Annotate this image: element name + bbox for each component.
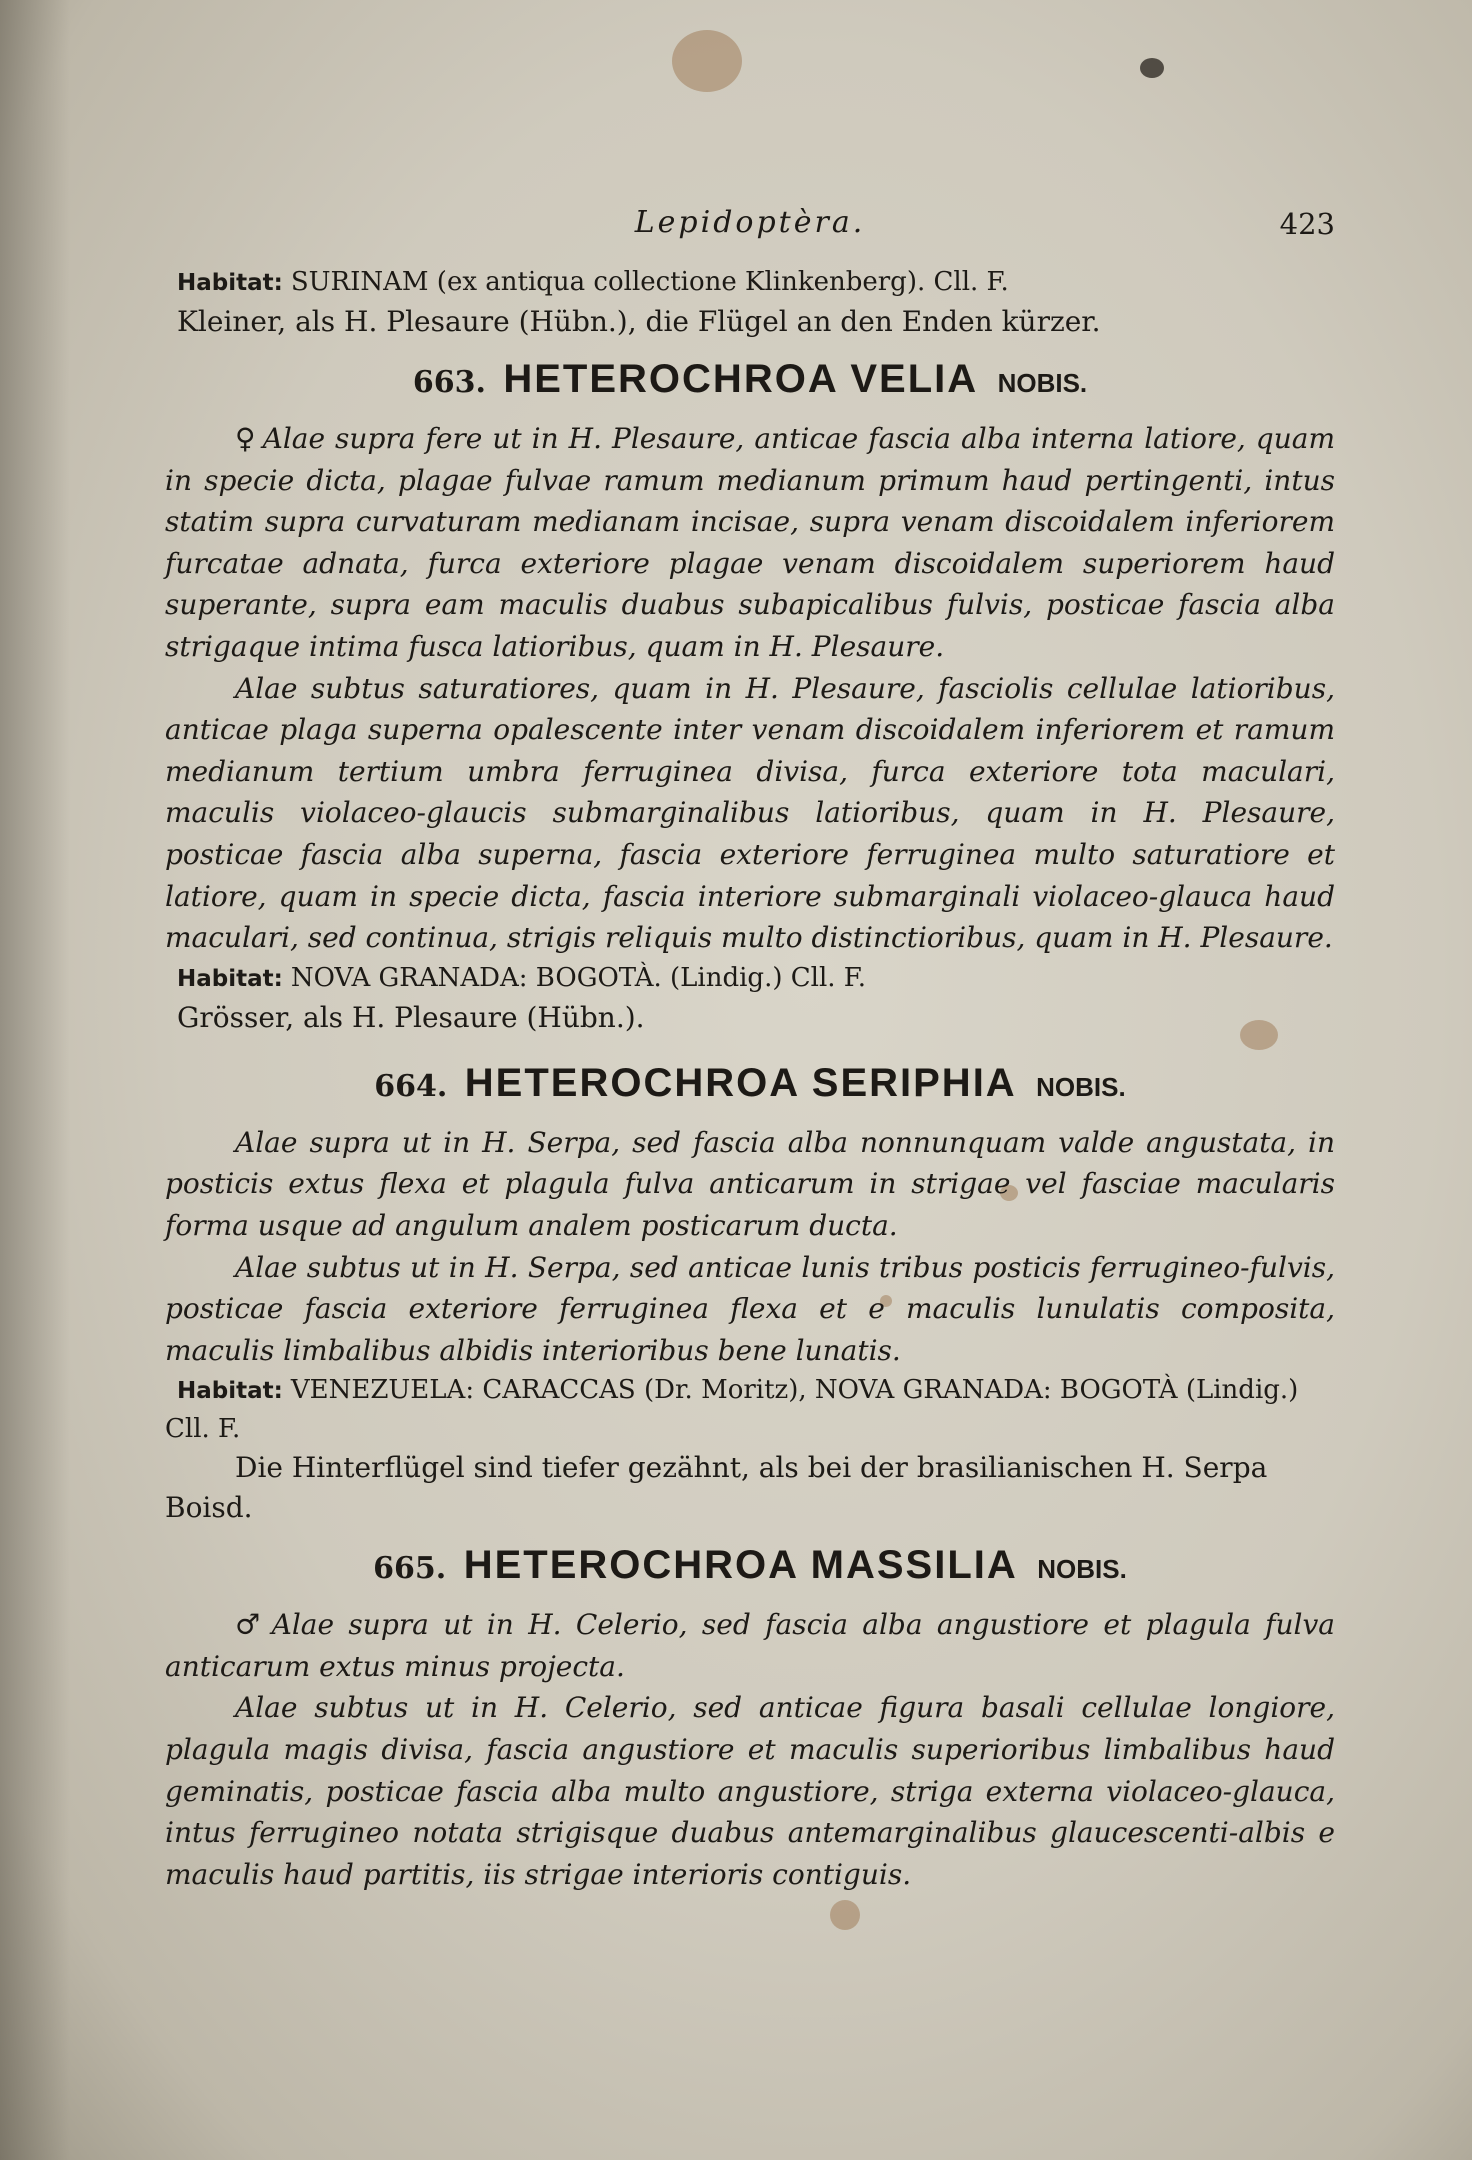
female-symbol-icon: ♀ [235, 422, 257, 455]
species-number: 664. [374, 1068, 448, 1104]
species-author: NOBIS. [1037, 1554, 1127, 1585]
male-symbol-icon: ♂ [235, 1608, 266, 1642]
ink-spot [1140, 58, 1164, 78]
species-name: HETEROCHROA SERIPHIA [464, 1060, 1017, 1105]
habitat-text: NOVA GRANADA: BOGOTÀ. (Lindig.) Cll. F. [290, 962, 867, 993]
description-upper [165, 1604, 1335, 1687]
page-edge-shadow [0, 0, 70, 2160]
species-author: NOBIS. [997, 368, 1088, 398]
habitat-line [165, 1371, 1335, 1448]
habitat-line [165, 263, 1335, 302]
foxing-spot [830, 1900, 860, 1930]
species-name: HETEROCHROA VELIA [503, 357, 979, 401]
habitat-label: Habitat: [177, 965, 283, 992]
species-name: HETEROCHROA MASSILIA [463, 1543, 1018, 1588]
species-author: NOBIS. [1036, 1071, 1126, 1102]
description-upper-text: Alae supra fere ut in H. Plesaure, anticae fascia alba interna latiore, quam in specie dicta, plagae fulvae ramum medianum primum haud pertingenti, intus statim supra curvaturam medianam incisae, supra venam discoidalem inferiorem furcatae adnata, furca exteriore plagae venam discoidalem superiorem haud superante, supra eam maculis duabus subapicalibus fulvis, posticae fascia alba strigaque intima fusca latioribus, quam in H. Plesaure. [165, 422, 1336, 663]
description-upper [165, 418, 1335, 668]
description-under: Alae subtus ut in H. Celerio, sed anticae figura basali cellulae longiore, plagula magis divisa, fascia angustiore et maculis superioribus limbalibus haud geminatis, posticae fascia alba multo angustiore, striga externa violaceo-glauca, intus ferrugineo notata strigisque duabus antemarginalibus glaucescenti-albis e maculis haud partitis, iis strigae interioris contiguis. [165, 1691, 1335, 1891]
habitat-label: Habitat: [177, 1378, 283, 1405]
species-number: 663. [412, 365, 486, 400]
page-content [165, 205, 1335, 1895]
species-number: 665. [373, 1551, 447, 1587]
running-title: Lepidoptèra. [634, 205, 866, 240]
habitat-label: Habitat: [177, 270, 283, 296]
note-paragraph: Die Hinterflügel sind tiefer gezähnt, als bei der brasilianischen H. Serpa Boisd. [165, 1451, 1268, 1525]
foxing-spot [672, 30, 742, 92]
note-paragraph: Kleiner, als H. Plesaure (Hübn.), die Flügel an den Enden kürzer. [177, 305, 1101, 338]
habitat-text: VENEZUELA: CARACCAS (Dr. Moritz), NOVA GRANADA: BOGOTÀ (Lindig.) Cll. F. [165, 1375, 1299, 1445]
description-under: Alae subtus ut in H. Serpa, sed anticae lunis tribus posticis ferrugineo-fulvis, posticae fascia exteriore ferruginea flexa et e maculis lunulatis composita, maculis limbalibus albidis interioribus bene lunatis. [165, 1250, 1335, 1367]
page-number: 423 [1279, 207, 1335, 241]
species-heading [165, 1060, 1335, 1110]
habitat-text: SURINAM (ex antiqua collectione Klinkenberg). Cll. F. [290, 267, 1009, 297]
species-heading [165, 356, 1335, 406]
habitat-line [165, 959, 1335, 998]
running-head [165, 205, 1335, 263]
species-heading [165, 1542, 1335, 1592]
note-paragraph: Grösser, als H. Plesaure (Hübn.). [177, 1000, 645, 1034]
description-under: Alae subtus saturatiores, quam in H. Plesaure, fasciolis cellulae latioribus, anticae plaga superna opalescente inter venam discoidalem inferiorem et ramum medianum tertium umbra ferruginea divisa, furca exteriore tota maculari, maculis violaceo-glaucis submarginalibus latioribus, quam in H. Plesaure, posticae fascia alba superna, fascia exteriore ferruginea multo saturatiore et latiore, quam in specie dicta, fascia interiore submarginali violaceo-glauca haud maculari, sed continua, strigis reliquis multo distinctioribus, quam in H. Plesaure. [165, 671, 1335, 955]
description-upper-text: Alae supra ut in H. Celerio, sed fascia alba angustiore et plagula fulva anticarum extus minus projecta. [165, 1608, 1335, 1683]
description-upper: Alae supra ut in H. Serpa, sed fascia alba nonnunquam valde angustata, in posticis extus flexa et plagula fulva anticarum in strigae vel fasciae macularis forma usque ad angulum analem posticarum ducta. [165, 1125, 1335, 1242]
